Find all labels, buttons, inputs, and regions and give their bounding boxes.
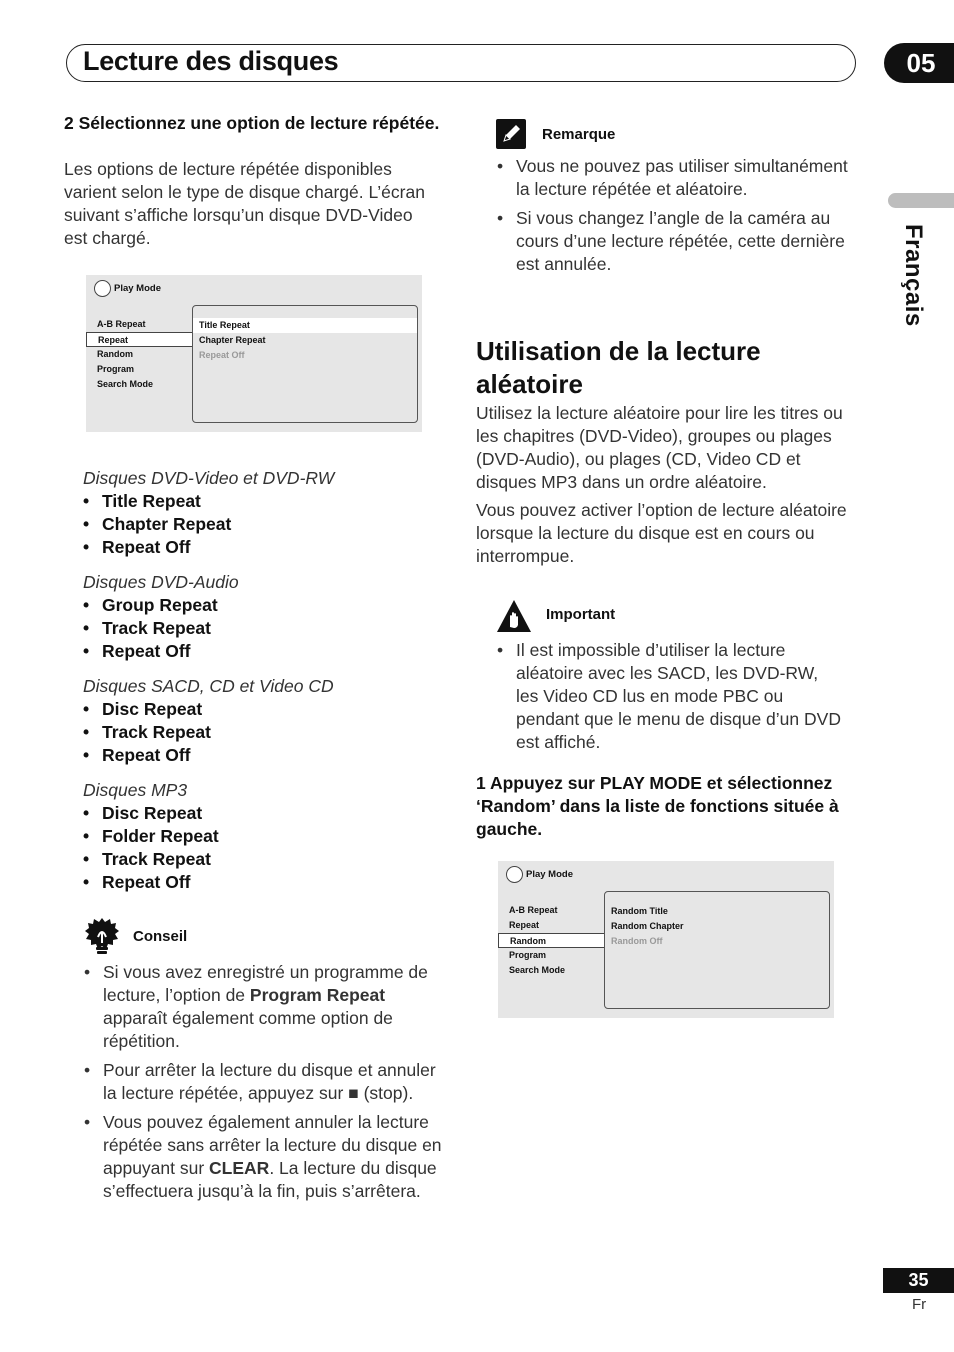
list-item: • Track Repeat xyxy=(83,617,443,640)
note-label: Remarque xyxy=(542,126,616,143)
list-item: • Track Repeat xyxy=(83,721,443,744)
list-item: • Title Repeat xyxy=(83,490,443,513)
tip-item xyxy=(84,1059,442,1105)
page-language-code: Fr xyxy=(912,1296,927,1313)
section-paragraph-2: Vous pouvez activer l’option de lecture aléatoire lorsque la lecture du disque est en cours ou interrompue. xyxy=(476,500,847,566)
section-title: Utilisation de la lecture aléatoire xyxy=(476,336,761,399)
note-list xyxy=(497,155,857,282)
important-label: Important xyxy=(546,606,616,623)
group-label: Disques MP3 xyxy=(83,780,188,800)
screen-options xyxy=(193,318,417,363)
option-item: Random Title xyxy=(611,906,668,916)
warning-icon xyxy=(496,599,532,638)
list-item: • Disc Repeat xyxy=(83,698,443,721)
menu-item: A-B Repeat xyxy=(97,319,146,329)
menu-item: Search Mode xyxy=(509,965,566,975)
list-item: • Disc Repeat xyxy=(83,802,443,825)
screen-header-label: Play Mode xyxy=(114,283,161,295)
tip-item xyxy=(84,1111,442,1203)
group-label: Disques SACD, CD et Video CD xyxy=(83,676,334,696)
menu-item: Program xyxy=(509,950,547,960)
option-item-disabled: Random Off xyxy=(611,936,663,946)
screen-options xyxy=(605,904,829,949)
tip-text: Si vous avez enregistré un programme de lecture, l’option de xyxy=(103,962,428,1005)
group-list xyxy=(83,490,443,559)
option-item-highlighted: Title Repeat xyxy=(193,318,417,333)
list-item: • Folder Repeat xyxy=(83,825,443,848)
menu-item: Program xyxy=(97,364,135,374)
screen-header-label: Play Mode xyxy=(526,869,573,881)
disc-groups xyxy=(83,467,443,894)
step-2-body: Les options de lecture répétée disponibles varient selon le type de disque chargé. L’écran suivant s’affiche lorsqu’un disque DVD-Video est chargé. xyxy=(64,159,425,248)
tip-label: Conseil xyxy=(133,928,188,945)
list-item: • Group Repeat xyxy=(83,594,443,617)
group-label: Disques DVD-Video et DVD-RW xyxy=(83,468,335,488)
screen-options-panel xyxy=(192,305,418,423)
language-tab xyxy=(888,193,954,208)
tip-bold: CLEAR xyxy=(209,1158,270,1178)
step-2-title: 2 Sélectionnez une option de lecture répétée. xyxy=(64,113,440,133)
lightbulb-icon xyxy=(84,917,120,960)
group-list xyxy=(83,802,443,894)
group-list xyxy=(83,594,443,663)
tip-text: apparaît également comme option de répétition. xyxy=(103,1008,393,1051)
tip-text: . La lecture du disque s’effectuera jusqu’à la fin, puis s’arrêtera. xyxy=(103,1158,437,1201)
disc-icon xyxy=(506,866,523,883)
play-mode-screen-repeat xyxy=(86,275,422,432)
tip-item xyxy=(84,961,442,1053)
screen-header xyxy=(94,280,161,297)
menu-item: Repeat xyxy=(509,920,540,930)
page-title: Lecture des disques xyxy=(83,46,339,76)
option-item: Chapter Repeat xyxy=(199,335,266,345)
note-item: • Vous ne pouvez pas utiliser simultanément la lecture répétée et aléatoire. xyxy=(497,155,857,201)
list-item: • Repeat Off xyxy=(83,640,443,663)
tip-bold: Program Repeat xyxy=(249,985,386,1005)
step-1-title: 1 Appuyez sur PLAY MODE et sélectionnez ‘Random’ dans la liste de fonctions située à gauche. xyxy=(476,773,839,839)
group-list xyxy=(83,698,443,767)
tip-text: (stop). xyxy=(358,1083,414,1103)
list-item: • Chapter Repeat xyxy=(83,513,443,536)
menu-item: A-B Repeat xyxy=(509,905,558,915)
screen-header xyxy=(506,866,573,883)
menu-item-selected: Random xyxy=(498,933,606,948)
chapter-number-badge: 05 xyxy=(884,43,954,83)
important-item: • Il est impossible d’utiliser la lecture aléatoire avec les SACD, les DVD-RW, les Video CD lus en mode PBC ou pendant que le menu de disque d’un DVD est affiché. xyxy=(497,639,842,754)
important-list xyxy=(497,639,842,760)
option-item: Random Chapter xyxy=(611,921,684,931)
play-mode-screen-random xyxy=(498,861,834,1018)
tip-text: Pour arrêter la lecture du disque et annuler la lecture répétée, appuyez sur xyxy=(103,1060,436,1103)
menu-item-selected: Repeat xyxy=(86,332,194,347)
screen-menu xyxy=(86,317,194,392)
screen-menu xyxy=(498,903,606,978)
list-item: • Repeat Off xyxy=(83,744,443,767)
menu-item: Search Mode xyxy=(97,379,154,389)
disc-icon xyxy=(94,280,111,297)
list-item: • Repeat Off xyxy=(83,536,443,559)
screen-options-panel xyxy=(604,891,830,1009)
option-item-disabled: Repeat Off xyxy=(199,350,245,360)
list-item: • Track Repeat xyxy=(83,848,443,871)
note-item: • Si vous changez l’angle de la caméra au cours d’une lecture répétée, cette dernière est annulée. xyxy=(497,207,857,276)
stop-symbol: ■ xyxy=(348,1083,359,1103)
tip-list xyxy=(84,961,442,1209)
tip-text: Vous pouvez également annuler la lecture répétée sans arrêter la lecture du disque en appuyant sur xyxy=(103,1112,442,1178)
list-item: • Repeat Off xyxy=(83,871,443,894)
language-label: Français xyxy=(900,224,927,327)
section-paragraph-1: Utilisez la lecture aléatoire pour lire les titres ou les chapitres (DVD-Video), groupes ou plages (DVD-Audio), ou plages (CD, Video CD et disques MP3 dans un ordre aléatoire. xyxy=(476,403,843,492)
page-number: 35 xyxy=(883,1268,954,1293)
pencil-icon xyxy=(496,119,526,154)
group-label: Disques DVD-Audio xyxy=(83,572,239,592)
menu-item: Random xyxy=(97,349,133,359)
